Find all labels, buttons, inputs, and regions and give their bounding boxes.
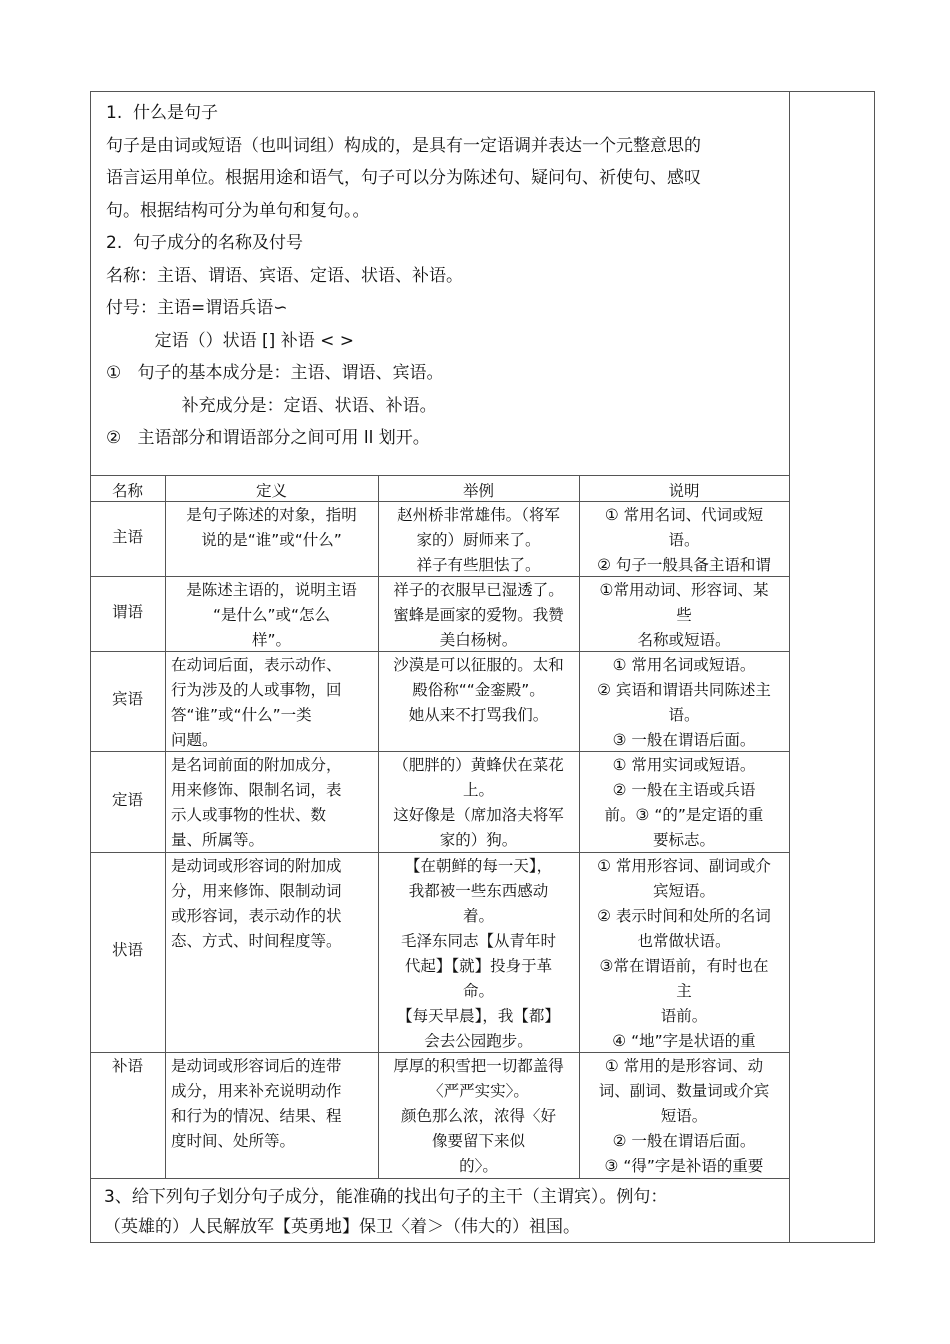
table-header-cell [90, 475, 165, 501]
note-line: 要标志。 [652, 831, 715, 849]
definition-line: 说的是“谁”或“什么” [201, 531, 342, 549]
note-line: ② 句子一般具备主语和谓 [597, 556, 771, 574]
definition-line: 或形容词，表示动作的状 [171, 907, 342, 925]
example-line: 殿俗称““金銮殿”。 [412, 681, 545, 699]
note-line: ①常用动词、形容词、某 [599, 581, 769, 599]
example-line: 厚厚的积雪把一切都盖得 [393, 1057, 564, 1075]
definition-line: 分，用来修饰、限制动词 [171, 882, 342, 900]
exercise-line: 3、给下列句子划分句子成分，能准确的找出句子的主干（主谓宾）。例句： [104, 1187, 668, 1207]
component-name-cell [90, 501, 165, 576]
example-line: 祥子的衣服早已湿透了。 [393, 581, 564, 599]
table-row-divider [90, 1178, 789, 1179]
exercise-section [104, 1182, 667, 1242]
note-line: ① 常用形容词、副词或介 [597, 857, 771, 875]
intro-line: 定语（）状语 [] 补语 < > [106, 330, 355, 351]
example-line: 她从来不打骂我们。 [408, 706, 549, 724]
example-line: 家的）厨师来了。 [416, 531, 541, 549]
component-name: 补语 [111, 1057, 143, 1075]
header-label: 定义 [255, 482, 287, 500]
definition-line: 态、方式、时间程度等。 [171, 932, 342, 950]
example-line: 沙漠是可以征服的。太和 [393, 656, 564, 674]
example-line: 美白杨树。 [439, 631, 518, 649]
component-name: 定语 [111, 790, 143, 809]
definition-line: 样”。 [251, 631, 292, 649]
example-cell [378, 751, 579, 852]
example-line: 着。 [462, 907, 494, 925]
example-cell [378, 576, 579, 651]
note-line: ② 一般在主语或兵语 [612, 781, 756, 799]
note-cell [579, 651, 789, 751]
note-line: 语。 [668, 706, 700, 724]
component-name-cell [90, 651, 165, 751]
definition-line: 是名词前面的附加成分， [171, 756, 342, 774]
definition-line: 和行为的情况、结果、程 [171, 1107, 342, 1125]
intro-section [106, 97, 701, 455]
definition-cell [165, 576, 378, 651]
example-cell [378, 501, 579, 576]
intro-line: 付号：主语=谓语兵语∽ [106, 298, 288, 318]
definition-line: 成分，用来补充说明动作 [171, 1082, 342, 1100]
note-line: 主 [676, 982, 692, 1000]
example-line: 代起】【就】投身于革 [404, 957, 553, 975]
note-line: ④ “地”字是状语的重 [612, 1032, 756, 1050]
component-name: 宾语 [111, 690, 143, 708]
note-line: 名称或短语。 [637, 631, 731, 649]
note-line: ② 宾语和谓语共同陈述主 [597, 681, 771, 699]
example-line: 我都被一些东西感动 [408, 882, 549, 900]
component-name: 主语 [111, 527, 143, 546]
note-line: 语。 [668, 531, 700, 549]
example-cell [378, 852, 579, 1052]
definition-cell [165, 1052, 378, 1178]
component-name: 谓语 [111, 602, 143, 621]
example-cell [378, 651, 579, 751]
definition-line: 是动词或形容词后的连带 [171, 1057, 342, 1075]
example-line: 会去公园跑步。 [424, 1032, 533, 1050]
right-column-divider [789, 91, 790, 1243]
intro-line: 句子是由词或短语（也叫词组）构成的，是具有一定语调并表达一个元整意思的 [106, 135, 701, 156]
intro-line: ① 句子的基本成分是：主语、谓语、宾语。 [106, 363, 444, 383]
example-cell [378, 1052, 579, 1178]
component-name-cell [90, 852, 165, 1052]
note-line: ③ “得”字是补语的重要 [604, 1157, 764, 1175]
example-line: 【在朝鲜的每一天】， [404, 857, 553, 875]
definition-cell [165, 852, 378, 1052]
note-cell [579, 501, 789, 576]
definition-cell [165, 751, 378, 852]
exercise-line: （英雄的）人民解放军【英勇地】保卫〈着＞（伟大的）祖国。 [104, 1217, 580, 1237]
definition-line: 行为涉及的人或事物，回 [171, 681, 342, 699]
definition-line: 问题。 [171, 731, 218, 749]
example-line: 祥子有些胆怯了。 [416, 556, 541, 574]
definition-line: 度时间、处所等。 [171, 1132, 296, 1150]
definition-line: 在动词后面，表示动作、 [171, 656, 342, 674]
table-header-cell [165, 475, 378, 501]
example-line: 〈严严实实〉。 [428, 1082, 529, 1100]
component-name: 状语 [111, 941, 143, 959]
component-name-cell [90, 1052, 165, 1178]
example-line: 命。 [462, 982, 494, 1000]
example-line: （肥胖的）黄蜂伏在菜花 [393, 756, 564, 774]
definition-line: 答“谁”或“什么”一类 [171, 706, 312, 724]
example-line: 这好像是（席加洛夫将军 [393, 806, 564, 824]
note-line: ② 一般在谓语后面。 [612, 1132, 756, 1150]
definition-line: 量、所属等。 [171, 831, 265, 849]
note-line: 些 [676, 606, 692, 624]
note-line: ① 常用实词或短语。 [612, 756, 756, 774]
note-cell [579, 576, 789, 651]
note-cell [579, 1052, 789, 1178]
component-name-cell [90, 751, 165, 852]
table-top-border [90, 475, 789, 476]
example-line: 的〉。 [459, 1157, 498, 1175]
example-line: 像要留下来似 [431, 1132, 525, 1150]
intro-line: 补充成分是：定语、状语、补语。 [106, 395, 437, 416]
note-line: 宾短语。 [652, 882, 715, 900]
definition-line: “是什么”或“怎么 [212, 606, 331, 624]
note-line: 也常做状语。 [637, 932, 731, 950]
intro-line: 2. 句子成分的名称及付号 [106, 233, 304, 253]
header-label: 举例 [462, 482, 494, 500]
header-label: 名称 [111, 482, 143, 500]
example-line: 颜色那么浓，浓得〈好 [400, 1107, 556, 1125]
header-label: 说明 [668, 482, 700, 500]
definition-line: 是动词或形容词的附加成 [171, 857, 342, 875]
example-line: 赵州桥非常雄伟。（将军 [397, 506, 560, 524]
note-cell [579, 852, 789, 1052]
component-name-cell [90, 576, 165, 651]
table-header-cell [579, 475, 789, 501]
note-line: ② 表示时间和处所的名词 [597, 907, 771, 925]
definition-line: 示人或事物的性状、数 [171, 806, 327, 824]
intro-line: 名称：主语、谓语、宾语、定语、状语、补语。 [106, 265, 463, 286]
note-line: ③ 一般在谓语后面。 [612, 731, 756, 749]
note-cell [579, 751, 789, 852]
note-line: 语前。 [660, 1007, 708, 1025]
note-line: ③常在谓语前，有时也在 [599, 957, 769, 975]
note-line: ① 常用名词、代词或短 [604, 506, 764, 524]
note-line: 词、副词、数量词或介宾 [598, 1082, 770, 1100]
note-line: ① 常用的是形容词、动 [604, 1057, 764, 1075]
note-line: 前。③ “的”是定语的重 [604, 806, 764, 824]
definition-line: 用来修饰、限制名词，表 [171, 781, 342, 799]
definition-cell [165, 651, 378, 751]
example-line: 家的）狗。 [439, 831, 518, 849]
intro-line: 句。根据结构可分为单句和复句。。 [106, 200, 370, 221]
example-line: 上。 [462, 781, 494, 799]
definition-cell [165, 501, 378, 576]
definition-line: 是陈述主语的，说明主语 [186, 581, 357, 599]
intro-line: 语言运用单位。根据用途和语气，句子可以分为陈述句、疑问句、祈使句、感叹 [106, 168, 701, 188]
definition-line: 是句子陈述的对象，指明 [186, 506, 357, 524]
intro-line: ② 主语部分和谓语部分之间可用 ll 划开。 [106, 428, 430, 448]
table-header-cell [378, 475, 579, 501]
example-line: 毛泽东同志【从青年时 [400, 932, 556, 950]
note-line: 短语。 [660, 1107, 708, 1125]
example-line: 【每天早晨】，我【都】 [397, 1007, 560, 1025]
example-line: 蜜蜂是画家的爱物。我赞 [393, 606, 564, 624]
intro-line: 1. 什么是句子 [106, 103, 219, 123]
note-line: ① 常用名词或短语。 [612, 656, 756, 674]
